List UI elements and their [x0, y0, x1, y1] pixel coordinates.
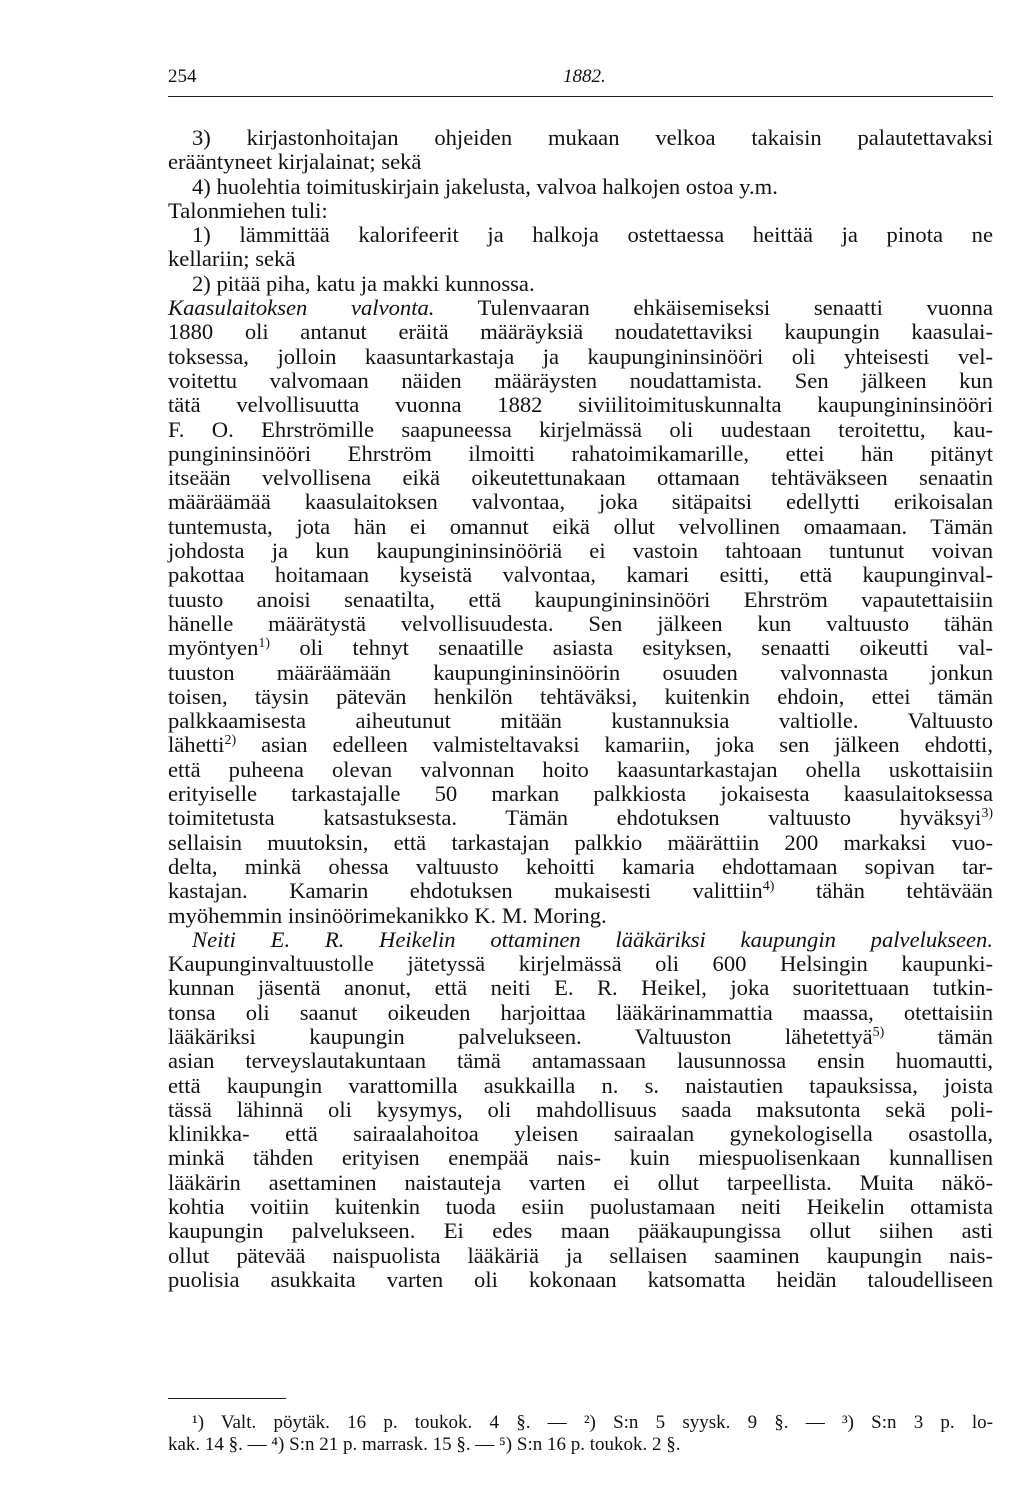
body-line — [168, 1049, 993, 1073]
body-line — [168, 1171, 993, 1195]
body-text: tuntemusta, jota hän ei omannut eikä ollut velvollinen omaamaan. Tämän — [168, 513, 993, 539]
footnote-marker: 3) — [981, 806, 993, 822]
body-line — [168, 1146, 993, 1170]
body-line — [168, 831, 993, 855]
body-line — [168, 636, 993, 660]
footnote-marker: 5) — [872, 1024, 885, 1040]
footnote-marker: 1) — [258, 636, 271, 652]
body-line — [168, 588, 993, 612]
body-text: 4) huolehtia toimituskirjain jakelusta, valvoa halkojen ostoa y.m. — [192, 173, 778, 199]
footnote-text: kak. 14 §. — ⁴) S:n 21 p. marrask. 15 §. — ⁵) S:n 16 p. toukok. 2 §. — [168, 1434, 681, 1455]
body-line — [168, 1074, 993, 1098]
body-text: delta, minkä ohessa valtuusto kehoitti kamaria ehdottamaan sopivan tar- — [168, 853, 993, 879]
body-text: asian terveyslautakuntaan tämä antamassaan lausunnossa ensin huomautti, — [168, 1048, 993, 1074]
page-number: 254 — [168, 66, 197, 87]
body-text: Tulenvaaran ehkäisemiseksi senaatti vuonna — [434, 295, 993, 321]
body-line — [168, 904, 993, 928]
body-line — [168, 320, 993, 344]
body-line — [168, 806, 993, 830]
body-line — [168, 1025, 993, 1049]
body-text: tuuston määräämään kaupungininsinöörin osuuden valvonnasta jonkun — [168, 659, 993, 685]
body-line — [168, 612, 993, 636]
body-line — [168, 758, 993, 782]
body-text: lähetti — [168, 732, 225, 758]
body-text: palkkaamisesta aiheutunut mitään kustannuksia valtiolle. Valtuusto — [168, 708, 993, 734]
body-text: Talonmiehen tuli: — [168, 197, 328, 223]
body-text: klinikka- että sairaalahoitoa yleisen sairaalan gynekologisella osastolla, — [168, 1121, 993, 1147]
body-line — [168, 733, 993, 757]
body-text: toimitetusta katsastuksesta. Tämän ehdotuksen valtuusto hyväksyi — [168, 805, 982, 831]
body-text — [168, 126, 993, 1292]
body-text: toksessa, jolloin kaasuntarkastaja ja kaupungininsinööri oli yhteisesti vel- — [168, 343, 993, 369]
body-line — [168, 247, 993, 271]
body-text: erityiselle tarkastajalle 50 markan palkkiosta jokaisesta kaasulaitoksessa — [168, 781, 993, 807]
body-text: kastajan. Kamarin ehdotuksen mukaisesti valittiin — [168, 878, 763, 904]
body-text: lääkäriksi kaupungin palvelukseen. Valtuuston lähetettyä — [168, 1023, 873, 1049]
body-text: asian edelleen valmisteltavaksi kamariin, joka sen jälkeen ehdotti, — [236, 732, 993, 758]
body-text: johdosta ja kun kaupungininsinööriä ei vastoin tahtoaan tuntunut voivan — [168, 538, 993, 564]
body-text: tähän tehtävään — [774, 878, 993, 904]
body-text: myöhemmin insinöörimekanikko K. M. Moring. — [168, 902, 607, 928]
body-text: 1) lämmittää kalorifeerit ja halkoja ostettaessa heittää ja pinota ne — [192, 222, 993, 248]
footnote-marker: 2) — [224, 733, 237, 749]
body-line — [168, 685, 993, 709]
footnote-marker: 4) — [762, 879, 775, 895]
body-text: hänelle määrätystä velvollisuudesta. Sen jälkeen kun valtuusto tähän — [168, 610, 993, 636]
footnote-rule — [168, 1398, 286, 1399]
body-line — [168, 782, 993, 806]
body-line — [168, 223, 993, 247]
body-text: oli tehnyt senaatille asiasta esityksen, senaatti oikeutti val- — [270, 635, 993, 661]
body-line — [168, 490, 993, 514]
body-line — [168, 928, 993, 952]
body-text: tuusto anoisi senaatilta, että kaupungininsinööri Ehrström vapautettaisiin — [168, 586, 993, 612]
body-text: minkä tähden erityisen enempää nais- kuin miespuolisenkaan kunnallisen — [168, 1145, 993, 1171]
body-line — [168, 418, 993, 442]
footnote-text: ¹) Valt. pöytäk. 16 p. toukok. 4 §. — ²) S:n 5 syysk. 9 §. — ³) S:n 3 p. lo- — [192, 1412, 993, 1433]
body-line — [168, 855, 993, 879]
body-line — [168, 1001, 993, 1025]
body-text: tonsa oli saanut oikeuden harjoittaa lääkärinammattia maassa, otettaisiin — [168, 999, 993, 1025]
body-text: 1880 oli antanut eräitä määräyksiä noudatettaviksi kaupungin kaasulai- — [168, 319, 993, 345]
body-line — [168, 1268, 993, 1292]
body-line — [168, 126, 993, 150]
body-line — [168, 1122, 993, 1146]
body-line — [168, 976, 993, 1000]
body-text: lääkärin asettaminen naistauteja varten ei ollut tarpeellista. Muita näkö- — [168, 1169, 993, 1195]
body-line — [168, 879, 993, 903]
body-text: toisen, täysin pätevän henkilön tehtäväksi, kuitenkin ehdoin, ettei tämän — [168, 683, 993, 709]
body-text: kunnan jäsentä anonut, että neiti E. R. Heikel, joka suoritettuaan tutkin- — [168, 975, 993, 1001]
body-line — [168, 1219, 993, 1243]
body-text: kaupungin palvelukseen. Ei edes maan pääkaupungissa ollut siihen asti — [168, 1218, 993, 1244]
footnotes — [168, 1412, 993, 1456]
running-header — [168, 66, 993, 96]
body-line — [168, 1244, 993, 1268]
footnote-line — [168, 1412, 993, 1434]
body-text: myöntyen — [168, 635, 259, 661]
body-text: määräämää kaasulaitoksen valvontaa, joka sitäpaitsi edellytti erikoisalan — [168, 489, 993, 515]
body-line — [168, 296, 993, 320]
body-line — [168, 442, 993, 466]
body-text: itseään velvollisena eikä oikeutettunakaan ottamaan tehtäväkseen senaatin — [168, 465, 993, 491]
body-line — [168, 1195, 993, 1219]
body-text: tätä velvollisuutta vuonna 1882 siviilitoimituskunnalta kaupungininsinööri — [168, 392, 993, 418]
section-heading: Kaasulaitoksen valvonta. — [168, 295, 435, 321]
body-text: 2) pitää piha, katu ja makki kunnossa. — [192, 270, 535, 296]
header-rule — [168, 96, 993, 97]
body-text: sellaisin muutoksin, että tarkastajan palkkio määrättiin 200 markaksi vuo- — [168, 829, 993, 855]
footnote-line — [168, 1434, 993, 1456]
body-line — [168, 466, 993, 490]
body-line — [168, 369, 993, 393]
body-line — [168, 1098, 993, 1122]
body-text: pungininsinööri Ehrström ilmoitti rahatoimikamarille, ettei hän pitänyt — [168, 440, 993, 466]
body-line — [168, 272, 993, 296]
body-line — [168, 709, 993, 733]
body-text: tässä lähinnä oli kysymys, oli mahdollisuus saada maksutonta sekä poli- — [168, 1096, 993, 1122]
body-text: erääntyneet kirjalainat; sekä — [168, 149, 422, 175]
body-text: Kaupunginvaltuustolle jätetyssä kirjelmässä oli 600 Helsingin kaupunki- — [168, 951, 993, 977]
body-text: pakottaa hoitamaan kyseistä valvontaa, kamari esitti, että kaupunginval- — [168, 562, 993, 588]
body-line — [168, 661, 993, 685]
body-text: F. O. Ehrströmille saapuneessa kirjelmässä oli uudestaan teroitettu, kau- — [168, 416, 993, 442]
running-title-year: 1882. — [563, 66, 606, 87]
body-text: kohtia voitiin kuitenkin tuoda esiin puolustamaan neiti Heikelin ottamista — [168, 1194, 993, 1220]
body-line — [168, 563, 993, 587]
body-line — [168, 175, 993, 199]
body-line — [168, 515, 993, 539]
body-line — [168, 199, 993, 223]
body-text: että puheena olevan valvonnan hoito kaasuntarkastajan ohella uskottaisiin — [168, 756, 993, 782]
body-text: että kaupungin varattomilla asukkailla n. s. naistautien tapauksissa, joista — [168, 1072, 993, 1098]
section-heading: Neiti E. R. Heikelin ottaminen lääkäriksi kaupungin palvelukseen. — [192, 926, 993, 952]
body-text: puolisia asukkaita varten oli kokonaan katsomatta heidän taloudelliseen — [168, 1266, 993, 1292]
body-line — [168, 150, 993, 174]
body-line — [168, 539, 993, 563]
body-line — [168, 952, 993, 976]
body-line — [168, 393, 993, 417]
body-line — [168, 345, 993, 369]
body-text: tämän — [884, 1023, 993, 1049]
body-text: ollut pätevää naispuolista lääkäriä ja sellaisen saaminen kaupungin nais- — [168, 1242, 993, 1268]
body-text: 3) kirjastonhoitajan ohjeiden mukaan velkoa takaisin palautettavaksi — [192, 125, 993, 150]
body-text: kellariin; sekä — [168, 246, 296, 272]
body-text: voitettu valvomaan näiden määräysten noudattamista. Sen jälkeen kun — [168, 367, 993, 393]
